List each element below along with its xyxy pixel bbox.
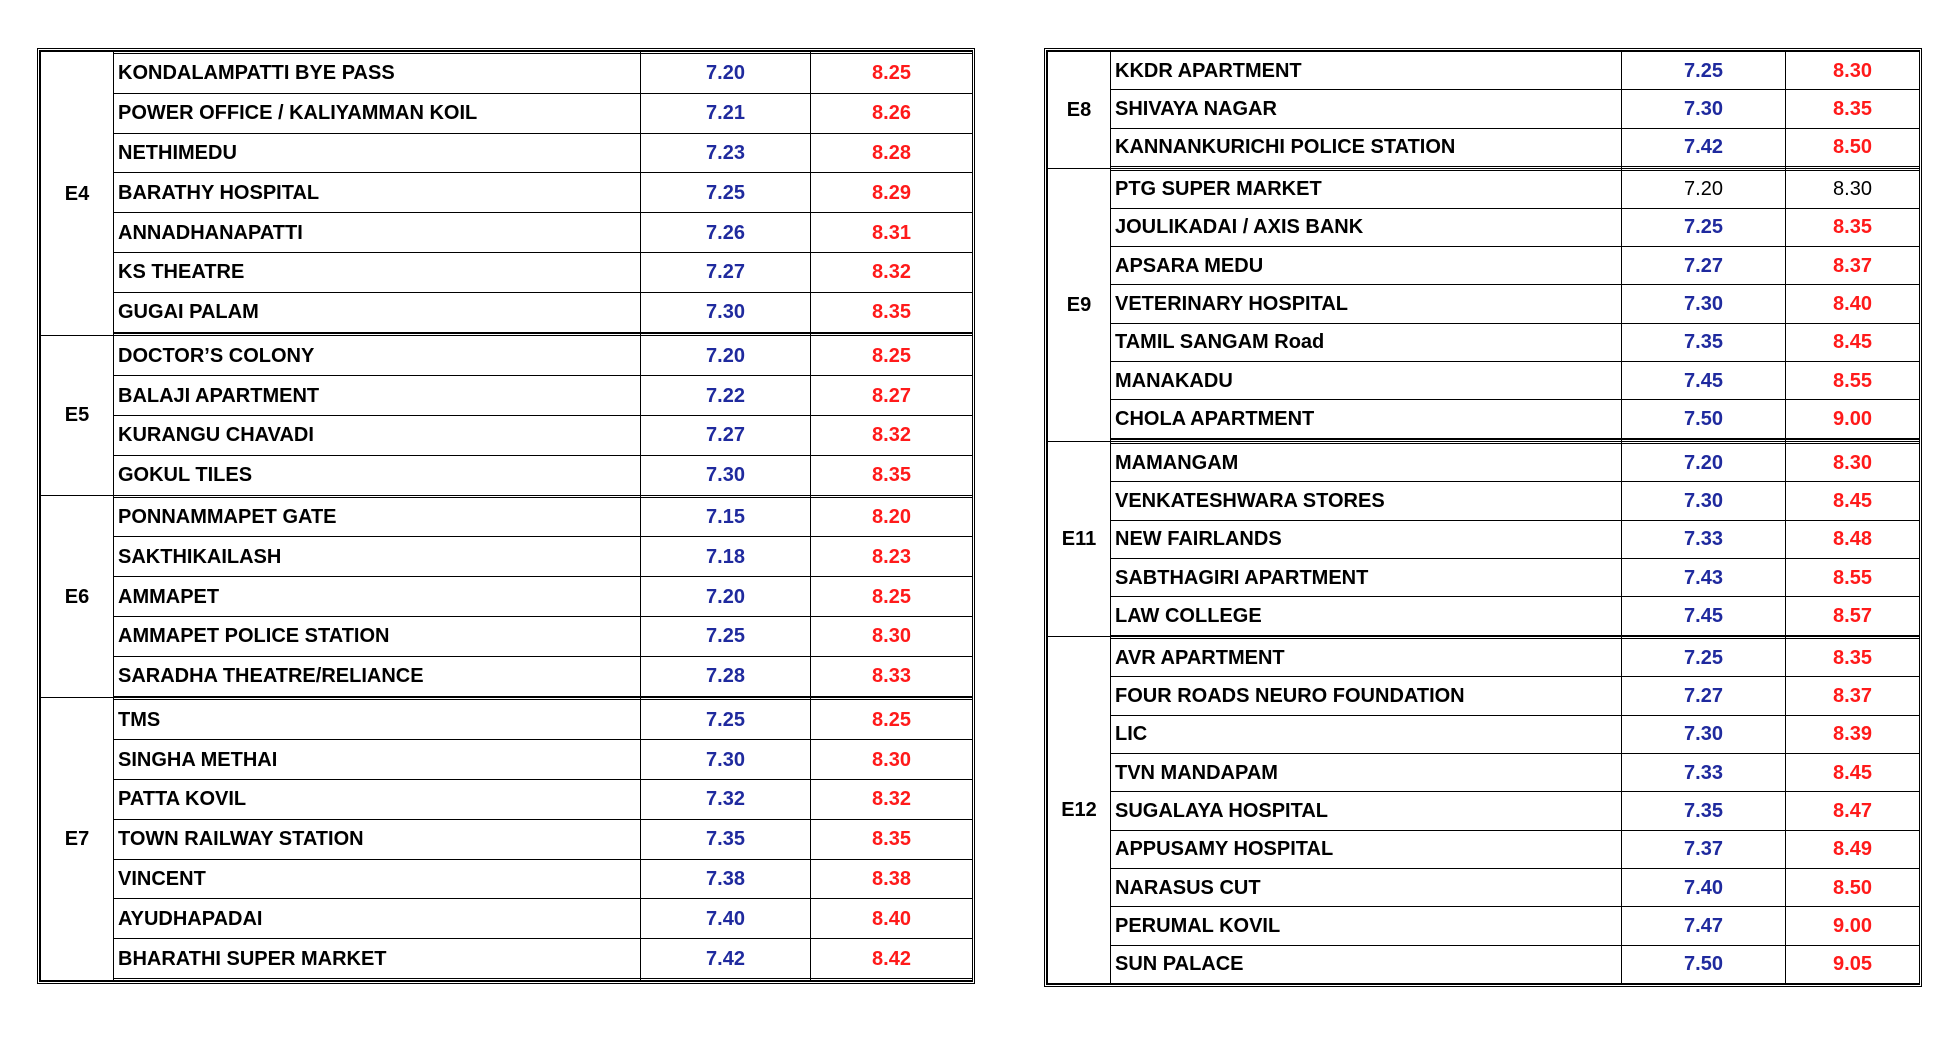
stop-name-cell (114, 979, 641, 981)
schedule-row (1048, 792, 1920, 830)
second-time-cell: 8.20 (811, 497, 973, 537)
second-time-cell: 8.37 (1786, 247, 1920, 285)
second-time-cell: 8.40 (811, 899, 973, 939)
stop-name-cell: GOKUL TILES (114, 455, 641, 495)
stop-name-cell: KANNANKURICHI POLICE STATION (1111, 128, 1622, 166)
second-time-cell: 8.47 (1786, 792, 1920, 830)
route-id-cell: E7 (41, 698, 114, 981)
schedule-row (1048, 285, 1920, 323)
first-time-cell: 7.20 (1622, 444, 1786, 482)
schedule-row (41, 455, 973, 495)
second-time-cell: 8.26 (811, 93, 973, 133)
second-time-cell: 8.25 (811, 577, 973, 617)
stop-name-cell: AMMAPET (114, 577, 641, 617)
stop-name-cell: TOWN RAILWAY STATION (114, 819, 641, 859)
first-time-cell: 7.25 (641, 700, 811, 740)
second-time-cell: 9.05 (1786, 945, 1920, 983)
second-time-cell: 8.55 (1786, 362, 1920, 400)
second-time-cell: 8.39 (1786, 715, 1920, 753)
first-time-cell: 7.20 (641, 336, 811, 376)
second-time-cell: 8.35 (1786, 208, 1920, 246)
stop-name-cell: AYUDHAPADAI (114, 899, 641, 939)
right-schedule-table-frame (1044, 48, 1922, 987)
second-time-cell: 8.32 (811, 252, 973, 292)
schedule-row (1048, 715, 1920, 753)
schedule-row (1048, 868, 1920, 906)
first-time-cell: 7.42 (1622, 128, 1786, 166)
second-time-cell: 8.45 (1786, 323, 1920, 361)
first-time-cell: 7.40 (641, 899, 811, 939)
stop-name-cell: KONDALAMPATTI BYE PASS (114, 53, 641, 93)
first-time-cell: 7.25 (1622, 208, 1786, 246)
first-time-cell: 7.27 (1622, 677, 1786, 715)
stop-name-cell: BARATHY HOSPITAL (114, 173, 641, 213)
schedule-row (1048, 830, 1920, 868)
schedule-row (41, 252, 973, 292)
stop-name-cell: BALAJI APARTMENT (114, 376, 641, 416)
right-schedule-body (1048, 52, 1920, 984)
schedule-row (41, 376, 973, 416)
second-time-cell: 8.25 (811, 700, 973, 740)
schedule-row (41, 899, 973, 939)
first-time-cell: 7.33 (1622, 754, 1786, 792)
stop-name-cell: KKDR APARTMENT (1111, 52, 1622, 90)
schedule-row (41, 497, 973, 537)
schedule-row (41, 939, 973, 979)
left-schedule-body (41, 52, 973, 981)
second-time-cell: 8.50 (1786, 128, 1920, 166)
second-time-cell: 8.28 (811, 133, 973, 173)
schedule-row (41, 740, 973, 780)
left-schedule-table (40, 51, 973, 981)
schedule-row (1048, 945, 1920, 983)
route-id-cell: E12 (1048, 637, 1111, 984)
schedule-row (1048, 128, 1920, 166)
schedule-row (1048, 208, 1920, 246)
first-time-cell: 7.15 (641, 497, 811, 537)
stop-name-cell: DOCTOR’S COLONY (114, 336, 641, 376)
second-time-cell: 8.30 (811, 740, 973, 780)
first-time-cell: 7.20 (1622, 170, 1786, 208)
schedule-row (41, 292, 973, 332)
stop-name-cell: TVN MANDAPAM (1111, 754, 1622, 792)
schedule-row (41, 93, 973, 133)
first-time-cell: 7.30 (1622, 90, 1786, 128)
first-time-cell: 7.30 (641, 292, 811, 332)
second-time-cell: 8.38 (811, 859, 973, 899)
first-time-cell: 7.38 (641, 859, 811, 899)
first-time-cell: 7.21 (641, 93, 811, 133)
stop-name-cell: TAMIL SANGAM Road (1111, 323, 1622, 361)
schedule-row (1048, 90, 1920, 128)
schedule-row (1048, 247, 1920, 285)
second-time-cell: 8.45 (1786, 754, 1920, 792)
schedule-row (41, 859, 973, 899)
second-time-cell: 8.25 (811, 53, 973, 93)
second-time-cell: 8.23 (811, 537, 973, 577)
right-schedule-table (1047, 51, 1920, 984)
second-time-cell: 8.49 (1786, 830, 1920, 868)
second-time-cell: 8.29 (811, 173, 973, 213)
schedule-row (1048, 677, 1920, 715)
schedule-row (1048, 400, 1920, 438)
first-time-cell: 7.30 (641, 455, 811, 495)
second-time-cell: 8.45 (1786, 482, 1920, 520)
stop-name-cell: SUGALAYA HOSPITAL (1111, 792, 1622, 830)
stop-name-cell: SHIVAYA NAGAR (1111, 90, 1622, 128)
schedule-row (41, 656, 973, 696)
schedule-row (41, 133, 973, 173)
schedule-row (1048, 907, 1920, 945)
stop-name-cell: CHOLA APARTMENT (1111, 400, 1622, 438)
stop-name-cell: AVR APARTMENT (1111, 639, 1622, 677)
first-time-cell: 7.35 (1622, 323, 1786, 361)
stop-name-cell: SAKTHIKAILASH (114, 537, 641, 577)
second-time-cell: 8.35 (1786, 639, 1920, 677)
first-time-cell: 7.47 (1622, 907, 1786, 945)
schedule-row (1048, 362, 1920, 400)
schedule-row (41, 173, 973, 213)
second-time-cell: 8.50 (1786, 868, 1920, 906)
first-time-cell: 7.37 (1622, 830, 1786, 868)
second-time-cell (811, 979, 973, 981)
second-time-cell: 8.35 (811, 292, 973, 332)
first-time-cell: 7.23 (641, 133, 811, 173)
first-time-cell: 7.25 (641, 173, 811, 213)
second-time-cell: 8.48 (1786, 520, 1920, 558)
schedule-row (41, 415, 973, 455)
second-time-cell: 8.25 (811, 336, 973, 376)
first-time-cell: 7.28 (641, 656, 811, 696)
stop-name-cell: SINGHA METHAI (114, 740, 641, 780)
stop-name-cell: FOUR ROADS NEURO FOUNDATION (1111, 677, 1622, 715)
second-time-cell: 8.35 (811, 819, 973, 859)
second-time-cell: 8.37 (1786, 677, 1920, 715)
second-time-cell: 8.32 (811, 779, 973, 819)
first-time-cell: 7.25 (1622, 639, 1786, 677)
second-time-cell: 8.30 (1786, 444, 1920, 482)
stop-name-cell: ANNADHANAPATTI (114, 213, 641, 253)
stop-name-cell: PATTA KOVIL (114, 779, 641, 819)
schedule-row (1048, 170, 1920, 208)
first-time-cell: 7.35 (1622, 792, 1786, 830)
stop-name-cell: VINCENT (114, 859, 641, 899)
second-time-cell: 8.33 (811, 656, 973, 696)
stop-name-cell: SUN PALACE (1111, 945, 1622, 983)
schedule-row (41, 979, 973, 981)
second-time-cell: 8.42 (811, 939, 973, 979)
schedule-row (1048, 323, 1920, 361)
stop-name-cell: TMS (114, 700, 641, 740)
first-time-cell: 7.18 (641, 537, 811, 577)
second-time-cell: 8.30 (811, 616, 973, 656)
first-time-cell: 7.20 (641, 577, 811, 617)
first-time-cell: 7.45 (1622, 597, 1786, 635)
stop-name-cell: AMMAPET POLICE STATION (114, 616, 641, 656)
schedule-row (41, 819, 973, 859)
first-time-cell: 7.35 (641, 819, 811, 859)
schedule-row (41, 53, 973, 93)
schedule-row (1048, 597, 1920, 635)
route-id-cell: E11 (1048, 442, 1111, 637)
schedule-row (41, 537, 973, 577)
first-time-cell: 7.27 (641, 415, 811, 455)
stop-name-cell: SABTHAGIRI APARTMENT (1111, 558, 1622, 596)
schedule-row (1048, 558, 1920, 596)
first-time-cell: 7.50 (1622, 400, 1786, 438)
schedule-row (1048, 754, 1920, 792)
stop-name-cell: NETHIMEDU (114, 133, 641, 173)
stop-name-cell: VENKATESHWARA STORES (1111, 482, 1622, 520)
first-time-cell: 7.40 (1622, 868, 1786, 906)
stop-name-cell: APSARA MEDU (1111, 247, 1622, 285)
schedule-row (41, 616, 973, 656)
route-id-cell: E5 (41, 336, 114, 495)
stop-name-cell: SARADHA THEATRE/RELIANCE (114, 656, 641, 696)
schedule-row (41, 213, 973, 253)
first-time-cell: 7.30 (1622, 482, 1786, 520)
stop-name-cell: KS THEATRE (114, 252, 641, 292)
first-time-cell: 7.27 (1622, 247, 1786, 285)
schedule-row (41, 336, 973, 376)
first-time-cell: 7.22 (641, 376, 811, 416)
first-time-cell: 7.30 (1622, 285, 1786, 323)
route-id-cell: E8 (1048, 52, 1111, 169)
schedule-row (1048, 639, 1920, 677)
stop-name-cell: LIC (1111, 715, 1622, 753)
second-time-cell: 9.00 (1786, 907, 1920, 945)
schedule-row (41, 700, 973, 740)
first-time-cell: 7.43 (1622, 558, 1786, 596)
second-time-cell: 8.27 (811, 376, 973, 416)
first-time-cell: 7.42 (641, 939, 811, 979)
second-time-cell: 8.55 (1786, 558, 1920, 596)
second-time-cell: 8.35 (1786, 90, 1920, 128)
route-id-cell: E9 (1048, 168, 1111, 442)
second-time-cell: 8.40 (1786, 285, 1920, 323)
second-time-cell: 8.57 (1786, 597, 1920, 635)
stop-name-cell: PERUMAL KOVIL (1111, 907, 1622, 945)
route-id-cell: E6 (41, 495, 114, 698)
stop-name-cell: MAMANGAM (1111, 444, 1622, 482)
second-time-cell: 8.35 (811, 455, 973, 495)
first-time-cell: 7.30 (1622, 715, 1786, 753)
stop-name-cell: VETERINARY HOSPITAL (1111, 285, 1622, 323)
second-time-cell: 8.30 (1786, 170, 1920, 208)
stop-name-cell: BHARATHI SUPER MARKET (114, 939, 641, 979)
second-time-cell: 8.30 (1786, 52, 1920, 90)
stop-name-cell: LAW COLLEGE (1111, 597, 1622, 635)
stop-name-cell: JOULIKADAI / AXIS BANK (1111, 208, 1622, 246)
schedule-row (1048, 520, 1920, 558)
first-time-cell: 7.26 (641, 213, 811, 253)
first-time-cell: 7.32 (641, 779, 811, 819)
stop-name-cell: PTG SUPER MARKET (1111, 170, 1622, 208)
first-time-cell: 7.50 (1622, 945, 1786, 983)
schedule-row (1048, 444, 1920, 482)
first-time-cell: 7.27 (641, 252, 811, 292)
stop-name-cell: POWER OFFICE / KALIYAMMAN KOIL (114, 93, 641, 133)
second-time-cell: 8.31 (811, 213, 973, 253)
first-time-cell: 7.25 (1622, 52, 1786, 90)
second-time-cell: 8.32 (811, 415, 973, 455)
first-time-cell: 7.33 (1622, 520, 1786, 558)
stop-name-cell: KURANGU CHAVADI (114, 415, 641, 455)
first-time-cell (641, 979, 811, 981)
schedule-row (41, 577, 973, 617)
stop-name-cell: MANAKADU (1111, 362, 1622, 400)
first-time-cell: 7.20 (641, 53, 811, 93)
first-time-cell: 7.25 (641, 616, 811, 656)
left-schedule-table-frame (37, 48, 975, 984)
stop-name-cell: GUGAI PALAM (114, 292, 641, 332)
route-id-cell: E4 (41, 52, 114, 336)
stop-name-cell: NARASUS CUT (1111, 868, 1622, 906)
first-time-cell: 7.45 (1622, 362, 1786, 400)
schedule-row (1048, 482, 1920, 520)
stop-name-cell: APPUSAMY HOSPITAL (1111, 830, 1622, 868)
second-time-cell: 9.00 (1786, 400, 1920, 438)
schedule-row (1048, 52, 1920, 90)
first-time-cell: 7.30 (641, 740, 811, 780)
stop-name-cell: NEW FAIRLANDS (1111, 520, 1622, 558)
stop-name-cell: PONNAMMAPET GATE (114, 497, 641, 537)
schedule-row (41, 779, 973, 819)
